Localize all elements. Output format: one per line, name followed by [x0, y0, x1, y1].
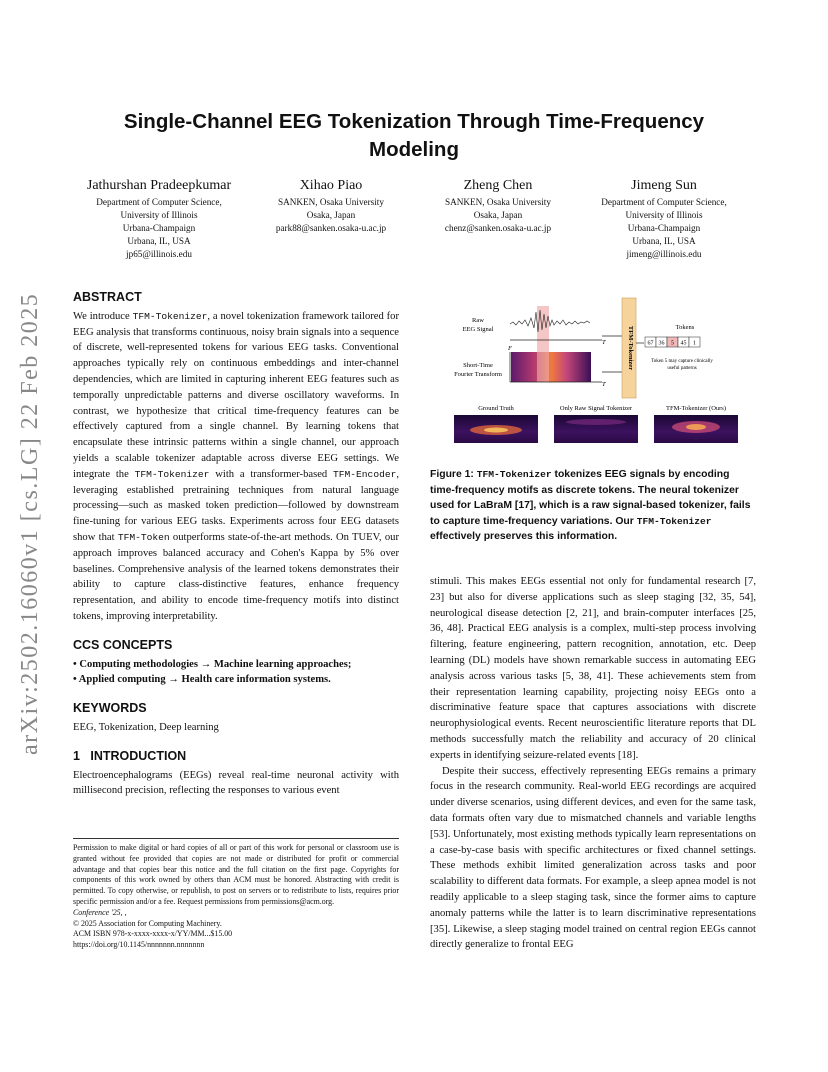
tokens-note-1: Token 5 may capture clinically [651, 359, 713, 364]
conference-line: Conference '25, , [73, 907, 127, 917]
caption-code: TFM-Tokenizer [636, 515, 712, 527]
author-affil: Urbana-Champaign [627, 223, 701, 233]
time-axis-label: T [602, 339, 606, 346]
eeg-waveform [510, 310, 590, 332]
panel-label-ground-truth: Ground Truth [478, 405, 514, 412]
author-name: Zheng Chen [463, 178, 533, 193]
author-affil: Urbana, IL, USA [632, 236, 696, 246]
token-value: 36 [658, 340, 665, 347]
abstract-code: TFM-Encoder [333, 468, 397, 480]
stft-spectrogram [511, 352, 591, 382]
ccs-punct: . [328, 674, 331, 686]
figure-caption [430, 467, 756, 545]
keywords-heading: KEYWORDS [73, 701, 147, 716]
token-value: 5 [671, 340, 674, 347]
figure-1 [430, 290, 756, 450]
ccs-punct: ; [347, 658, 352, 670]
body-paragraph: Despite their success, effectively representing EEGs remains a primary focus in the research community. Real-world EEG recordings are acquired under diverse scenarios, using different devices, and even for the same task, data formats often vary due to mismatched channels and variable lengths [53]. Unfortunately, most existing methods typically learn representations on a case-by-case basis with specific architectures or fixed channel settings. These methods exhibit limited generalization across tasks and poor scalability to different data formats. For example, a sleep apnea model is not readily applicable to a sleep staging task, since the former aims to capture anomaly patterns while the latter is to learn discriminative representations [35]. Likewise, a sleep staging model trained on central region EEGs cannot directly generalize to frontal EEG [430, 765, 756, 951]
author-affil: University of Illinois [120, 210, 198, 220]
author-email: jimeng@illinois.edu [626, 249, 702, 259]
raw-label-2: EEG Signal [462, 326, 494, 333]
author-affil: Department of Computer Science, [601, 197, 727, 207]
ccs-item: • Applied computing → Health care information systems. [73, 674, 331, 686]
tokens-title: Tokens [675, 324, 695, 331]
author-affil: SANKEN, Osaka University [445, 197, 551, 207]
ccs-heading: CCS CONCEPTS [73, 637, 173, 652]
token-value: 67 [647, 340, 654, 347]
ccs-term: Applied computing [78, 674, 166, 686]
caption-code: TFM-Tokenizer [476, 469, 552, 480]
tfm-hotspot-core [686, 424, 706, 430]
ccs-term: Machine learning approaches [213, 658, 348, 670]
token-row [645, 337, 700, 347]
panel-label-tfm-tokenizer: TFM-Tokenizer (Ours) [665, 405, 727, 412]
author-4 [584, 176, 744, 261]
copyright-footnote [73, 838, 399, 951]
isbn-line: ACM ISBN 978-x-xxxx-xxxx-x/YY/MM...$15.00 [73, 929, 233, 939]
abstract-part: We introduce [73, 310, 133, 322]
caption-part: tokenizes EEG signals by encoding time-frequency motifs as discrete tokens. The neural tokenizer used for LaBraM [17], which is a raw signal-based tokenizer, fails to capture time-frequency variations. Our [430, 469, 751, 527]
author-email: chenz@sanken.osaka-u.ac.jp [444, 223, 552, 233]
author-affil: SANKEN, Osaka University [278, 197, 384, 207]
raw-hotspot [566, 419, 626, 425]
arxiv-stamp: arXiv:2502.16060v1 [cs.LG] 22 Feb 2025 [17, 292, 43, 755]
right-column [430, 574, 756, 953]
author-affil: Osaka, Japan [306, 210, 356, 220]
body-paragraph: stimuli. This makes EEGs essential not only for fundamental research [7, 23] but also for diverse applications such as sleep staging [32, 35, 54], neurological disease detection [2, 21], and brain-computer interfaces [25, 36, 48]. Practical EEG analysis is a complex, multi-step process involving filtering, feature engineering, pattern recognition, annotation, etc. Deep learning (DL) models have shown remarkable success in automating EEG analysis across various tasks [5, 38, 41]. These achievements stem from their representation learning capability, projecting noisy EEGs onto a discriminative feature space that captures associations with discrete neurophysiological events. Recent neuroscientific literature reports that DL methods successfully match the reliability and accuracy of 20 clinical experts in identifying seizure-related events [18]. [430, 576, 756, 761]
intro-text: Electroencephalograms (EEGs) reveal real-time neuronal activity with millisecond precision, reflecting the responses to various event [73, 769, 399, 797]
author-email: jp65@illinois.edu [126, 249, 192, 259]
abstract-code: TFM-Tokenizer [134, 468, 210, 480]
caption-part: Figure 1: [430, 469, 477, 480]
time-axis-label: T [602, 381, 606, 388]
permission-text: Permission to make digital or hard copies of all or part of this work for personal or classroom use is granted without fee provided that copies are not made or distributed for profit or commercial advantage and that copies bear this notice and the full citation on the first page. Copyrights for components of this work owned by others than ACM must be honored. Abstracting with credit is permitted. To copy otherwise, or republish, to post on servers or to redistribute to lists, requires prior specific permission and/or a fee. Request permissions from permissions@acm.org. [73, 843, 399, 906]
ccs-term: Computing methodologies [79, 658, 198, 670]
left-column [73, 290, 399, 799]
author-affil: Osaka, Japan [473, 210, 523, 220]
raw-label-1: Raw [472, 317, 484, 324]
author-2 [251, 176, 411, 235]
tokenizer-label: TFM-Tokenizer [627, 325, 634, 371]
gt-hotspot-core [484, 428, 508, 433]
abstract-text [73, 309, 399, 625]
token-value: 45 [680, 340, 687, 347]
intro-heading: 1 INTRODUCTION [73, 748, 187, 763]
author-affil: Urbana-Champaign [122, 223, 196, 233]
tokens-note-2: useful patterns [667, 366, 697, 371]
ccs-term: Health care information systems [181, 674, 329, 686]
author-affil: Department of Computer Science, [96, 197, 222, 207]
abstract-heading: ABSTRACT [73, 290, 142, 304]
copyright-line: © 2025 Association for Computing Machinery. [73, 918, 222, 928]
author-email: park88@sanken.osaka-u.ac.jp [275, 223, 387, 233]
freq-axis-label: F [508, 345, 512, 352]
author-name: Jimeng Sun [631, 178, 697, 193]
author-name: Jathurshan Pradeepkumar [86, 178, 232, 193]
caption-part: effectively preserves this information. [430, 531, 618, 543]
token-value: 1 [693, 340, 696, 347]
keywords-text: EEG, Tokenization, Deep learning [73, 721, 219, 733]
paper-title: Single-Channel EEG Tokenization Through Time-Frequency Modeling [123, 110, 705, 161]
spectrogram-highlight [537, 352, 549, 382]
author-name: Xihao Piao [299, 178, 363, 193]
abstract-part: , a novel tokenization framework tailored for EEG analysis that transforms continuous, noisy brain signals into a sequence of discrete, well-represented tokens for various EEG tasks. Conventional approaches typically rely on continuous embeddings and inter-channel dependencies, which are limited in capturing inherent EEG features such as temporally unpredictable patterns and diverse oscillatory waveforms. In contrast, we hypothesize that critical time-frequency features can be effectively captured from a single channel. By learning tokens that encapsulate these intrinsic patterns within a single channel, our approach yields a scalable tokenizer adaptable across diverse EEG settings. We integrate the [73, 310, 399, 480]
abstract-part: outperforms state-of-the-art methods. On TUEV, our approach improves balanced accuracy and Cohen's Kappa by 5% over baselines. Comprehensive analysis of the learned tokens demonstrates their ability to capture class-distinctive features, enhance frequency representation, and ability to encode time-frequency motifs into distinct tokens, improving interpretability. [73, 531, 399, 622]
abstract-code: TFM-Tokenizer [132, 310, 208, 322]
abstract-code: TFM-Token [117, 531, 170, 543]
author-affil: University of Illinois [625, 210, 703, 220]
panel-label-raw-tokenizer: Only Raw Signal Tokenizer [559, 405, 633, 412]
author-3 [418, 176, 578, 235]
abstract-part: with a transformer-based [209, 468, 334, 480]
stft-label-2: Fourier Transform [454, 371, 502, 378]
ccs-item: • Computing methodologies → Machine learning approaches; [73, 658, 352, 670]
stft-label-1: Short-Time [463, 362, 493, 369]
author-1 [79, 176, 239, 261]
doi-line: https://doi.org/10.1145/nnnnnnn.nnnnnnn [73, 940, 205, 950]
author-affil: Urbana, IL, USA [127, 236, 191, 246]
abstract-part: , leveraging established pretraining techniques from natural language processing—such as masked token prediction—followed by downstream fine-tuning for various EEG tasks. Experiments across four EEG datasets show that [73, 468, 400, 543]
